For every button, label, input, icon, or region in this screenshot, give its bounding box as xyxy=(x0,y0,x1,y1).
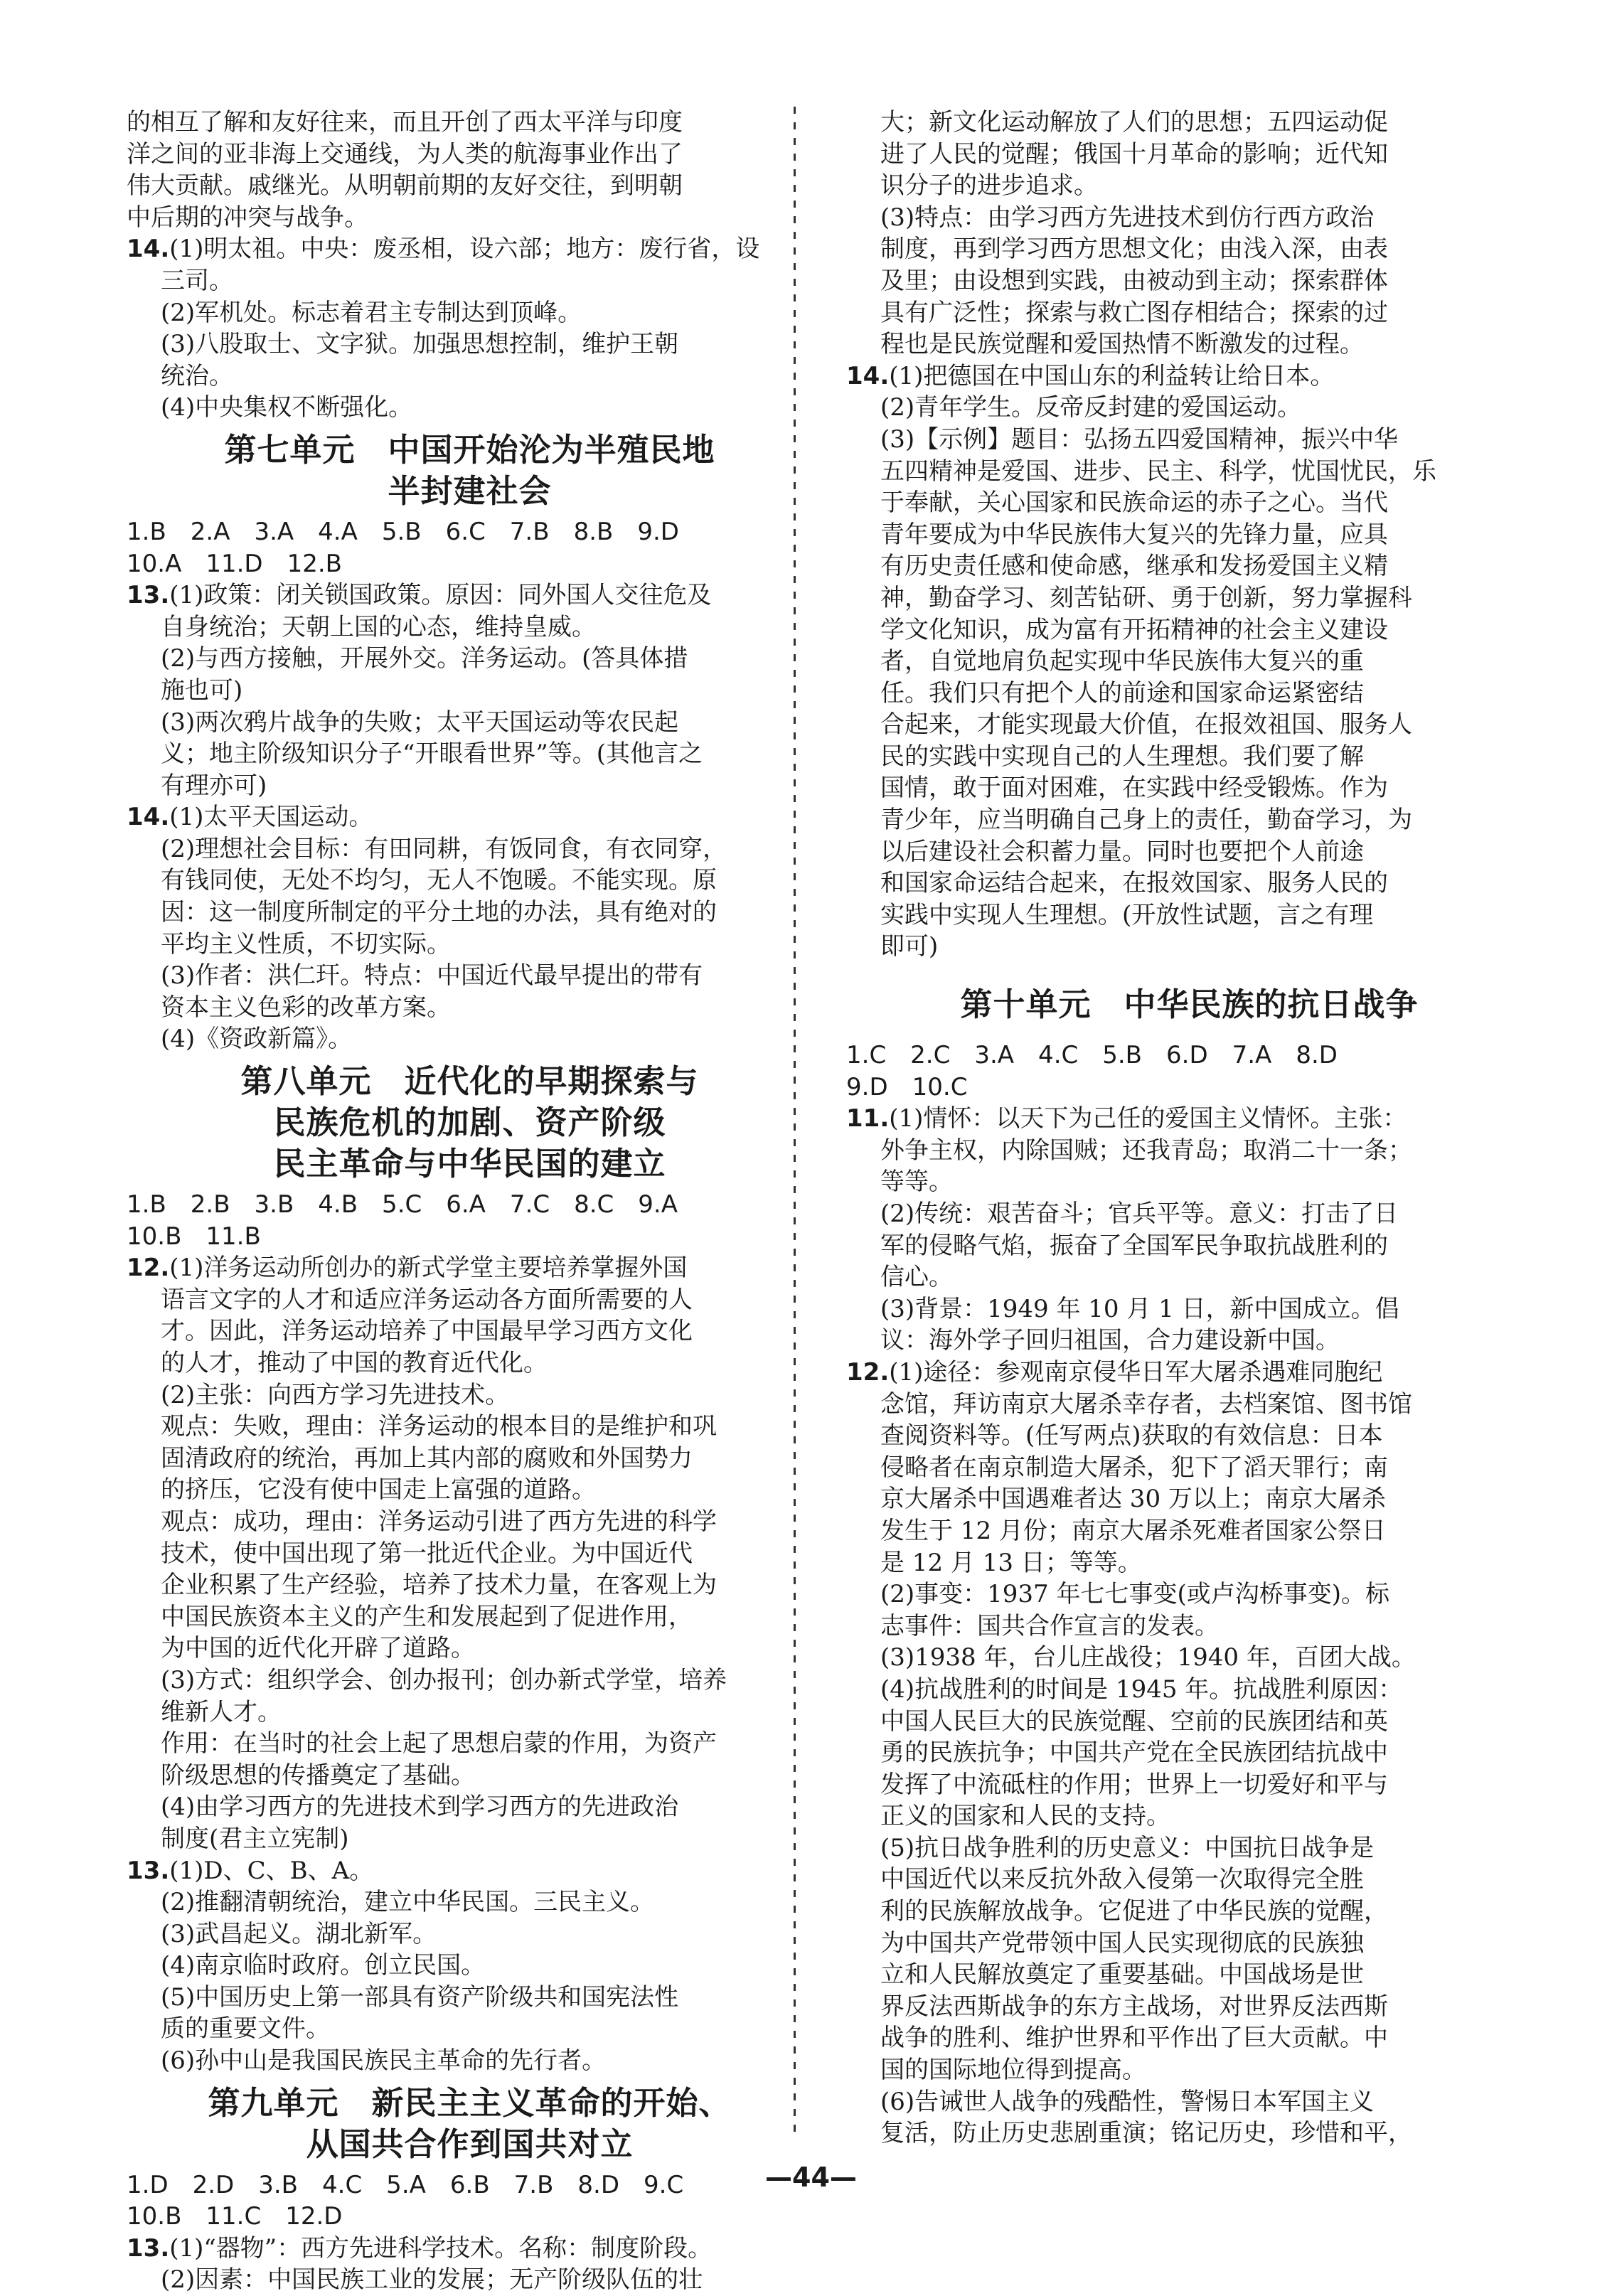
unit-7-heading xyxy=(127,429,813,512)
answer-line: 有钱同使，无处不均匀，无人不饱暖。不能实现。原 xyxy=(161,866,717,895)
answer-line: 平均主义性质，不切实际。 xyxy=(161,929,451,959)
unit-9-heading xyxy=(127,2083,813,2165)
answer-line: 识分子的进步追求。 xyxy=(880,171,1098,201)
answer-line: 中国人民巨大的民族觉醒、空前的民族团结和英 xyxy=(880,1707,1388,1736)
answer-line: 者，自觉地肩负起实现中华民族伟大复兴的重 xyxy=(880,647,1364,676)
answer-line: 青年要成为中华民族伟大复兴的先锋力量，应具 xyxy=(880,520,1388,549)
answer-text: (1)“器物”：西方先进科学技术。名称：制度阶段。 xyxy=(169,2233,713,2263)
answer-line: (2)青年学生。反帝反封建的爱国运动。 xyxy=(880,393,1302,422)
answer-line: 五四精神是爱国、进步、民主、科学，忧国忧民，乐 xyxy=(880,456,1436,486)
answer-line: (2)传统：艰苦奋斗；官兵平等。意义：打击了日 xyxy=(880,1200,1399,1228)
answer-line: 中国民族资本主义的产生和发展起到了促进作用， xyxy=(161,1602,693,1631)
question-number: 11. xyxy=(846,1104,890,1133)
answer-line: 伟大贡献。戚继光。从明朝前期的友好交往，到明朝 xyxy=(127,171,683,201)
answer-line: 学文化知识，成为富有开拓精神的社会主义建设 xyxy=(880,615,1388,644)
answer-line: 是 12 月 13 日；等等。 xyxy=(880,1548,1142,1577)
answer-line: 阶级思想的传播奠定了基础。 xyxy=(161,1761,475,1790)
answer-line: 复活，防止历史悲剧重演；铭记历史，珍惜和平， xyxy=(880,2119,1412,2148)
answer-line: 观点：成功，理由：洋务运动引进了西方先进的科学 xyxy=(161,1507,717,1536)
question-14-block xyxy=(127,233,813,265)
answer-line: 洋之间的亚非海上交通线，为人类的航海事业作出了 xyxy=(127,139,683,169)
choice-answers: 9.D 10.C xyxy=(846,1072,968,1101)
question-13-block xyxy=(127,580,813,612)
question-14-block xyxy=(127,801,813,833)
answer-line: 议：海外学子回归祖国，合力建设新中国。 xyxy=(880,1326,1340,1355)
answer-line: 质的重要文件。 xyxy=(161,2014,330,2044)
answer-line: 制度(君主立宪制) xyxy=(161,1824,349,1853)
question-14-rest xyxy=(846,392,1532,963)
answer-line: 和国家命运结合起来，在报效国家、服务人民的 xyxy=(880,869,1388,898)
answer-line: 观点：失败，理由：洋务运动的根本目的是维护和巩 xyxy=(161,1412,717,1441)
answer-line: 立和人民解放奠定了重要基础。中国战场是世 xyxy=(880,1960,1364,1990)
answer-line: 界反法西斯战争的东方主战场，对世界反法西斯 xyxy=(880,1992,1388,2021)
answer-line: 利的民族解放战争。它促进了中华民族的觉醒， xyxy=(880,1897,1388,1926)
answer-text: (1)明太祖。中央：废丞相，设六部；地方：废行省，设 xyxy=(169,235,760,264)
answer-line: 念馆，拜访南京大屠杀幸存者，去档案馆、图书馆 xyxy=(880,1389,1412,1419)
answer-line: 有理亦可) xyxy=(161,771,267,800)
answer-line: 有历史责任感和使命感，继承和发扬爱国主义精 xyxy=(880,552,1388,581)
question-12-block xyxy=(846,1357,1532,1389)
answer-line: 神，勤奋学习、刻苦钻研、勇于创新，努力掌握科 xyxy=(880,583,1412,612)
heading-line: 民主革命与中华民国的建立 xyxy=(273,1145,666,1183)
choice-answers: 10.B 11.B xyxy=(127,1222,261,1251)
answer-line: 合起来，才能实现最大价值，在报效祖国、服务人 xyxy=(880,710,1412,739)
right-column xyxy=(846,107,1532,2150)
heading-line: 第十单元 中华民族的抗日战争 xyxy=(960,986,1419,1024)
answer-line: 信心。 xyxy=(880,1263,953,1292)
answer-line: 因：这一制度所制定的平分土地的办法，具有绝对的 xyxy=(161,898,717,927)
answer-line: 等等。 xyxy=(880,1168,953,1197)
answer-text: (1)D、C、B、A。 xyxy=(169,1856,374,1885)
answer-line: (4)中央集权不断强化。 xyxy=(161,393,413,422)
answer-line: 才。因此，洋务运动培养了中国最早学习西方文化 xyxy=(161,1317,693,1346)
answer-line: 制度，再到学习西方思想文化；由浅入深，由表 xyxy=(880,235,1388,264)
question-number: 13. xyxy=(127,1856,170,1885)
answer-line: 侵略者在南京制造大屠杀，犯下了滔天罪行；南 xyxy=(880,1453,1388,1482)
question-12-block xyxy=(127,1252,813,1284)
continued-answer xyxy=(846,107,1532,361)
answer-line: (5)中国历史上第一部具有资产阶级共和国宪法性 xyxy=(161,1982,679,2012)
answer-line: 中后期的冲突与战争。 xyxy=(127,203,368,232)
answer-text: (1)洋务运动所创办的新式学堂主要培养掌握外国 xyxy=(169,1254,688,1283)
answer-line: 为中国共产党带领中国人民实现彻底的民族独 xyxy=(880,1928,1364,1958)
answer-line: (2)事变：1937 年七七事变(或卢沟桥事变)。标 xyxy=(880,1580,1390,1609)
intro-paragraph xyxy=(127,107,813,233)
answer-line: (2)推翻清朝统治，建立中华民国。三民主义。 xyxy=(161,1888,655,1917)
question-13-rest xyxy=(127,2264,813,2296)
question-11-block xyxy=(846,1103,1532,1135)
answer-line: 语言文字的人才和适应洋务运动各方面所需要的人 xyxy=(161,1285,693,1314)
question-14-rest xyxy=(127,265,813,424)
answer-line: (3)八股取士、文字狱。加强思想控制，维护王朝 xyxy=(161,330,679,359)
question-12-rest xyxy=(846,1389,1532,2150)
choice-answers: 1.B 2.A 3.A 4.A 5.B 6.C 7.B 8.B 9.D xyxy=(127,517,679,546)
heading-line: 半封建社会 xyxy=(388,471,552,510)
answer-text: (1)太平天国运动。 xyxy=(169,803,373,832)
answer-line: (3)作者：洪仁玕。特点：中国近代最早提出的带有 xyxy=(161,961,703,991)
question-number: 14. xyxy=(127,803,170,832)
heading-line: 第七单元 中国开始沦为半殖民地 xyxy=(224,430,715,469)
answer-line: 进了人民的觉醒；俄国十月革命的影响；近代知 xyxy=(880,139,1388,169)
answer-line: 三司。 xyxy=(161,266,233,295)
page-number: —44— xyxy=(765,2162,857,2193)
answer-line: 中国近代以来反抗外敌入侵第一次取得完全胜 xyxy=(880,1865,1364,1894)
answer-line: 国情，敢于面对困难，在实践中经受锻炼。作为 xyxy=(880,774,1388,803)
answer-line: (3)【示例】题目：弘扬五四爱国精神，振兴中华 xyxy=(880,425,1399,454)
answer-line: 的人才，推动了中国的教育近代化。 xyxy=(161,1349,548,1377)
answer-line: 战争的胜利、维护世界和平作出了巨大贡献。中 xyxy=(880,2024,1388,2053)
heading-line: 第九单元 新民主主义革命的开始、 xyxy=(208,2083,732,2122)
answer-line: 大；新文化运动解放了人们的思想；五四运动促 xyxy=(880,108,1388,137)
choice-answers: 1.C 2.C 3.A 4.C 5.B 6.D 7.A 8.D xyxy=(846,1041,1338,1070)
heading-line: 从国共合作到国共对立 xyxy=(306,2125,634,2163)
answer-line: 技术，使中国出现了第一批近代企业。为中国近代 xyxy=(161,1539,693,1568)
unit-10-heading xyxy=(846,984,1532,1025)
answer-line: 的相互了解和友好往来，而且开创了西太平洋与印度 xyxy=(127,108,683,137)
answer-line: 军的侵略气焰，振奋了全国军民争取抗战胜利的 xyxy=(880,1231,1388,1260)
answer-line: 固清政府的统治，再加上其内部的腐败和外国势力 xyxy=(161,1443,693,1473)
question-number: 12. xyxy=(127,1254,170,1283)
answer-line: (4)南京临时政府。创立民国。 xyxy=(161,1951,486,1980)
answer-line: 实践中实现人生理想。(开放性试题，言之有理 xyxy=(880,900,1374,929)
answer-line: (4)《资政新篇》。 xyxy=(161,1025,353,1054)
answer-line: 勇的民族抗争；中国共产党在全民族团结抗战中 xyxy=(880,1739,1388,1768)
answer-line: 发生于 12 月份；南京大屠杀死难者国家公祭日 xyxy=(880,1516,1386,1545)
answer-line: 为中国的近代化开辟了道路。 xyxy=(161,1634,475,1663)
answer-line: 的挤压，它没有使中国走上富强的道路。 xyxy=(161,1475,596,1505)
question-14-block xyxy=(846,361,1532,393)
answer-line: 于奉献，关心国家和民族命运的赤子之心。当代 xyxy=(880,488,1388,518)
answer-line: (4)抗战胜利的时间是 1945 年。抗战胜利原因： xyxy=(880,1675,1403,1704)
unit-8-heading xyxy=(127,1061,813,1185)
answer-line: (3)1938 年，台儿庄战役；1940 年，百团大战。 xyxy=(880,1643,1416,1672)
heading-line: 民族危机的加剧、资产阶级 xyxy=(273,1104,666,1142)
choice-answers: 10.A 11.D 12.B xyxy=(127,549,342,578)
question-13-rest xyxy=(127,612,813,802)
left-column xyxy=(127,107,813,2296)
answer-line: (3)武昌起义。湖北新军。 xyxy=(161,1919,437,1948)
question-13-rest xyxy=(127,1886,813,2077)
answer-line: (3)背景：1949 年 10 月 1 日，新中国成立。倡 xyxy=(880,1294,1399,1323)
answer-text: (1)情怀：以天下为己任的爱国主义情怀。主张： xyxy=(889,1104,1407,1133)
answer-line: 正义的国家和人民的支持。 xyxy=(880,1802,1170,1831)
answer-line: (2)理想社会目标：有田同耕，有饭同食，有衣同穿， xyxy=(161,834,727,863)
answer-line: 即可) xyxy=(880,932,939,961)
question-11-rest xyxy=(846,1135,1532,1357)
answer-text: (1)把德国在中国山东的利益转让给日本。 xyxy=(889,361,1335,390)
answer-line: (6)告诫世人战争的残酷性，警惕日本军国主义 xyxy=(880,2087,1375,2116)
answer-line: 具有广泛性；探索与救亡图存相结合；探索的过 xyxy=(880,298,1388,327)
answer-line: 统治。 xyxy=(161,361,233,390)
answer-line: 自身统治；天朝上国的心态，维持皇威。 xyxy=(161,612,596,641)
answer-line: (3)特点：由学习西方先进技术到仿行西方政治 xyxy=(880,203,1375,232)
heading-line: 第八单元 近代化的早期探索与 xyxy=(240,1062,699,1101)
question-13-block xyxy=(127,2233,813,2265)
answer-text: (1)途径：参观南京侵华日军大屠杀遇难同胞纪 xyxy=(889,1357,1383,1387)
answer-line: 发挥了中流砥柱的作用；世界上一切爱好和平与 xyxy=(880,1770,1388,1799)
question-12-rest xyxy=(127,1284,813,1855)
answer-line: 民的实践中实现自己的人生理想。我们要了解 xyxy=(880,742,1364,771)
question-number: 14. xyxy=(846,361,890,390)
answer-line: (2)主张：向西方学习先进技术。 xyxy=(161,1380,510,1409)
question-13-block xyxy=(127,1855,813,1887)
choice-answers: 10.B 11.C 12.D xyxy=(127,2202,343,2231)
answer-line: (2)因素：中国民族工业的发展；无产阶级队伍的壮 xyxy=(161,2265,703,2295)
answer-line: (3)方式：组织学会、创办报刊；创办新式学堂，培养 xyxy=(161,1665,727,1694)
answer-line: 资本主义色彩的改革方案。 xyxy=(161,993,451,1022)
question-14-rest xyxy=(127,833,813,1055)
question-number: 14. xyxy=(127,235,170,264)
answer-line: 任。我们只有把个人的前途和国家命运紧密结 xyxy=(880,678,1364,708)
answer-line: (4)由学习西方的先进技术到学习西方的先进政治 xyxy=(161,1793,679,1822)
answer-line: 维新人才。 xyxy=(161,1697,282,1726)
answer-line: (3)两次鸦片战争的失败；太平天国运动等农民起 xyxy=(161,708,679,737)
answer-line: 施也可) xyxy=(161,676,243,705)
column-divider xyxy=(794,107,796,2133)
answer-line: 及里；由设想到实践，由被动到主动；探索群体 xyxy=(880,266,1388,295)
answer-line: (6)孙中山是我国民族民主革命的先行者。 xyxy=(161,2046,607,2076)
answer-line: 作用：在当时的社会上起了思想启蒙的作用，为资产 xyxy=(161,1729,717,1758)
answer-line: (5)抗日战争胜利的历史意义：中国抗日战争是 xyxy=(880,1833,1375,1862)
answer-line: 查阅资料等。(任写两点)获取的有效信息：日本 xyxy=(880,1421,1383,1451)
answer-line: 青少年，应当明确自己身上的责任，勤奋学习，为 xyxy=(880,806,1412,835)
answer-line: (2)与西方接触，开展外交。洋务运动。(答具体措 xyxy=(161,644,688,673)
question-number: 12. xyxy=(846,1357,890,1387)
answer-line: 程也是民族觉醒和爱国热情不断激发的过程。 xyxy=(880,330,1364,359)
answer-line: 企业积累了生产经验，培养了技术力量，在客观上为 xyxy=(161,1571,717,1600)
answer-line: 国的国际地位得到提高。 xyxy=(880,2056,1146,2085)
answer-line: 外争主权，内除国贼；还我青岛；取消二十一条； xyxy=(880,1136,1412,1165)
answer-line: (2)军机处。标志着君主专制达到顶峰。 xyxy=(161,298,582,327)
question-number: 13. xyxy=(127,581,170,610)
choice-answers: 1.D 2.D 3.B 4.C 5.A 6.B 7.B 8.D 9.C xyxy=(127,2170,684,2199)
question-number: 13. xyxy=(127,2233,170,2263)
answer-line: 义；地主阶级知识分子“开眼看世界”等。(其他言之 xyxy=(161,739,703,769)
answer-line: 志事件：国共合作宣言的发表。 xyxy=(880,1611,1219,1640)
answer-text: (1)政策：闭关锁国政策。原因：同外国人交往危及 xyxy=(169,581,712,610)
choice-answers: 1.B 2.B 3.B 4.B 5.C 6.A 7.C 8.C 9.A xyxy=(127,1190,678,1219)
answer-line: 以后建设社会积蓄力量。同时也要把个人前途 xyxy=(880,837,1364,866)
answer-line: 京大屠杀中国遇难者达 30 万以上；南京大屠杀 xyxy=(880,1485,1386,1514)
